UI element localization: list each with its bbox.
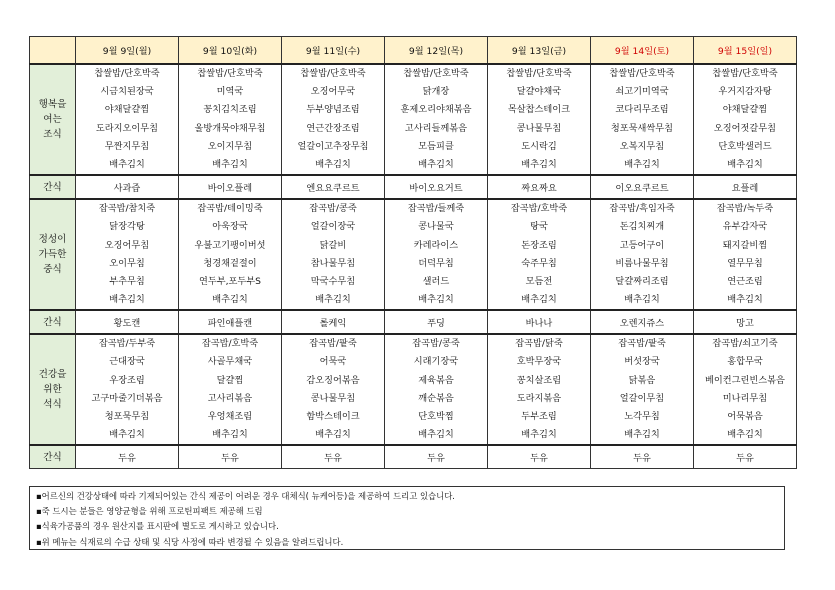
menu-item: 잡곡밥/들께죽: [407, 203, 465, 215]
snack-item: 사과즙: [76, 175, 179, 199]
snack-item: 요플레: [694, 175, 797, 199]
menu-item: 배추김치: [315, 158, 351, 170]
menu-item: 얼갈이무침: [619, 392, 665, 404]
snack-item: 두유: [694, 445, 797, 469]
dinner-row: [30, 334, 797, 445]
menu-item: 고구마줄기더볶음: [91, 392, 163, 404]
snack-item: 두유: [76, 445, 179, 469]
lunch-row: [30, 199, 797, 310]
meal-label-line: 정성이: [38, 234, 67, 246]
menu-item: 함박스테이크: [306, 411, 360, 422]
breakfast-menu-cell: [76, 64, 179, 175]
menu-item: 꽁치김치조림: [203, 104, 257, 116]
menu-item: 더덕무침: [418, 257, 454, 269]
menu-item: 잡곡밥/쇠고기죽: [712, 338, 778, 350]
menu-item: 콩나물국: [418, 221, 454, 233]
menu-item: 깨순볶음: [418, 392, 454, 404]
menu-item: 배추김치: [418, 158, 454, 170]
menu-item: 잡곡밥/흑임자죽: [609, 203, 675, 215]
lunch-menu-cell: [282, 199, 385, 310]
menu-item: 근대장국: [109, 356, 145, 368]
menu-item: 잡곡밥/팥죽: [309, 338, 357, 350]
note-line: ▪위 메뉴는 식재료의 수급 상태 및 식당 사정에 따라 변경될 수 있음을 알려드립니다.: [36, 536, 344, 547]
snack-item: 파인애플캔: [179, 310, 282, 334]
menu-item: 고사리들께볶음: [404, 122, 468, 134]
snack-item: 엔요요쿠르트: [282, 175, 385, 199]
menu-item: 시래기장국: [413, 356, 459, 368]
date-header-fri: 9월 13일(금): [488, 37, 591, 65]
menu-item: 배추김치: [212, 158, 248, 170]
date-header-thu: 9월 12일(목): [385, 37, 488, 65]
menu-item: 야채달걀찜: [104, 104, 150, 116]
menu-item: 배추김치: [521, 294, 557, 306]
menu-item: 돈장조림: [521, 239, 557, 251]
menu-item: 도라지볶음: [516, 392, 562, 404]
snack-item: 롤케익: [282, 310, 385, 334]
snack-item: 두유: [282, 445, 385, 469]
menu-item: 꽁치살조림: [516, 374, 562, 386]
menu-item: 잡곡밥/두부죽: [98, 338, 156, 350]
menu-item: 부추무침: [109, 275, 145, 287]
menu-item: 오복지무침: [619, 140, 665, 152]
menu-item: 도시락김: [521, 140, 557, 152]
menu-item: 샐러드: [422, 275, 450, 287]
menu-item: 어묵국: [319, 356, 347, 368]
dinner-menu-cell: [591, 334, 694, 445]
menu-item: 청포묵새싹무침: [610, 122, 674, 134]
menu-item: 훈제오리야채볶음: [400, 104, 472, 116]
snack-row: [30, 175, 797, 199]
menu-item: 미나리무침: [722, 392, 768, 404]
date-header-sun: 9월 15일(일): [694, 37, 797, 65]
breakfast-label: [30, 64, 76, 175]
lunch-menu-cell: [591, 199, 694, 310]
menu-item: 고사리볶음: [207, 392, 253, 404]
lunch-menu-cell: [694, 199, 797, 310]
dinner-menu-cell: [385, 334, 488, 445]
menu-item: 우엉채조림: [207, 411, 253, 422]
menu-item: 찹쌀밥/단호박죽: [300, 68, 366, 79]
snack-item: 망고: [694, 310, 797, 334]
breakfast-menu-cell: [179, 64, 282, 175]
menu-item: 닭장각탕: [109, 221, 145, 233]
menu-item: 배추김치: [212, 294, 248, 306]
breakfast-menu-cell: [385, 64, 488, 175]
snack-row: [30, 445, 797, 469]
menu-item: 어묵볶음: [727, 411, 763, 422]
menu-item: 콩나물무침: [310, 392, 356, 404]
meal-label-line: 여는: [43, 114, 62, 126]
date-header-mon: 9월 9일(월): [76, 37, 179, 65]
menu-item: 비름나물무침: [615, 257, 669, 269]
menu-item: 배추김치: [315, 294, 351, 306]
menu-item: 찹쌀밥/단호박죽: [197, 68, 263, 79]
menu-item: 울방개묵야채무침: [194, 122, 266, 134]
snack-item: 이오요쿠르트: [591, 175, 694, 199]
date-header-wed: 9월 11일(수): [282, 37, 385, 65]
menu-item: 카레라이스: [413, 239, 459, 251]
menu-item: 두부조림: [521, 411, 557, 422]
dinner-label: [30, 334, 76, 445]
menu-item: 오징어무침: [104, 239, 150, 251]
menu-item: 탕국: [530, 221, 548, 233]
snack-item: 황도캔: [76, 310, 179, 334]
lunch-menu-cell: [76, 199, 179, 310]
snack-item: 바이오플레: [179, 175, 282, 199]
menu-item: 찹쌀밥/단호박죽: [506, 68, 572, 79]
menu-item: 청경채겉절이: [203, 257, 257, 269]
menu-item: 제육볶음: [418, 374, 454, 386]
note-line: ▪죽 드시는 분들은 영양균형을 위해 프로틴피팩트 제공해 드림: [36, 506, 263, 517]
menu-item: 배추김치: [727, 294, 763, 306]
breakfast-row: [30, 64, 797, 175]
menu-item: 잡곡밥/호박죽: [510, 203, 568, 215]
menu-item: 배추김치: [109, 429, 145, 441]
menu-item: 배추김치: [418, 429, 454, 441]
menu-item: 두부양념조림: [306, 104, 360, 116]
snack-item: 바나나: [488, 310, 591, 334]
dinner-menu-cell: [694, 334, 797, 445]
dinner-menu-cell: [76, 334, 179, 445]
menu-item: 모듬전: [525, 275, 553, 287]
menu-item: 배추김치: [624, 158, 660, 170]
meal-label-line: 위한: [43, 384, 62, 396]
menu-item: 단호박찜: [418, 411, 454, 422]
menu-item: 코다리무조림: [615, 104, 669, 116]
menu-item: 잡곡밥/팥죽: [618, 338, 666, 350]
menu-item: 얼갈이장국: [310, 221, 356, 233]
snack-row: [30, 310, 797, 334]
snack-item: 두유: [179, 445, 282, 469]
menu-item: 배추김치: [521, 429, 557, 441]
lunch-label: [30, 199, 76, 310]
header-corner: [30, 37, 76, 65]
menu-item: 숙주무침: [521, 257, 557, 269]
meal-label-line: 조식: [43, 129, 62, 141]
menu-item: 찹쌀밥/단호박죽: [609, 68, 675, 79]
menu-item: 우불고기팽이버섯: [194, 239, 266, 251]
menu-item: 배추김치: [727, 429, 763, 441]
snack-label: 간식: [30, 175, 76, 199]
menu-item: 연두부,포두부S: [198, 275, 261, 287]
menu-item: 오이무침: [109, 257, 145, 269]
menu-item: 청포묵무침: [104, 411, 150, 422]
snack-item: 두유: [488, 445, 591, 469]
menu-item: 달걀짜리조림: [615, 275, 669, 287]
date-header-row: [30, 37, 797, 65]
menu-item: 잡곡밥/콩죽: [309, 203, 357, 215]
menu-item: 잡곡밥/테이밍죽: [197, 203, 263, 215]
menu-item: 닭갈비: [319, 239, 347, 251]
menu-item: 유부감자국: [722, 221, 768, 233]
snack-item: 바이오요거트: [385, 175, 488, 199]
dinner-menu-cell: [488, 334, 591, 445]
menu-item: 모듬피클: [418, 140, 454, 152]
menu-item: 닭개장: [422, 86, 450, 98]
snack-label: 간식: [30, 310, 76, 334]
menu-item: 돼지갈비찜: [722, 239, 768, 251]
snack-item: 푸딩: [385, 310, 488, 334]
menu-item: 돈김치찌개: [619, 221, 665, 233]
menu-item: 고등어구이: [619, 239, 665, 251]
menu-item: 배추김치: [418, 294, 454, 306]
menu-item: 버섯장국: [624, 356, 660, 368]
menu-item: 베이컨그린빈스볶음: [705, 374, 785, 386]
menu-item: 배추김치: [624, 429, 660, 441]
snack-item: 두유: [385, 445, 488, 469]
menu-item: 배추김치: [315, 429, 351, 441]
meal-label-line: 행복을: [38, 99, 67, 111]
menu-item: 얼갈이고추장무침: [297, 140, 369, 152]
menu-item: 단호박샐러드: [718, 140, 772, 152]
menu-item: 달걀찜: [216, 374, 244, 386]
menu-item: 목살찹스테이크: [507, 104, 571, 116]
menu-item: 막국수무침: [310, 275, 356, 287]
snack-label: 간식: [30, 445, 76, 469]
snack-item: 두유: [591, 445, 694, 469]
meal-label-line: 석식: [43, 399, 62, 411]
breakfast-menu-cell: [282, 64, 385, 175]
menu-item: 잡곡밥/참치죽: [98, 203, 156, 215]
note-line: ▪어르신의 건강상태에 따라 기제되어있는 간식 제공이 어려운 경우 대체식( 뉴케어등)을 제공하여 드리고 있습니다.: [36, 491, 455, 501]
menu-item: 사골무채국: [207, 356, 253, 368]
menu-item: 연근조림: [727, 275, 763, 287]
menu-item: 잡곡밥/닭죽: [515, 338, 563, 350]
dinner-menu-cell: [282, 334, 385, 445]
menu-item: 열무무침: [727, 257, 763, 269]
menu-item: 배추김치: [109, 158, 145, 170]
menu-item: 홍합무국: [727, 356, 763, 368]
menu-item: 아욱장국: [212, 221, 248, 233]
menu-item: 배추김치: [109, 294, 145, 306]
menu-item: 호박무장국: [516, 356, 562, 368]
menu-item: 잡곡밥/콩죽: [412, 338, 460, 350]
menu-item: 닭볶음: [628, 374, 656, 386]
menu-item: 찹쌀밥/단호박죽: [712, 68, 778, 79]
breakfast-menu-cell: [488, 64, 591, 175]
meal-label-line: 가득한: [38, 249, 67, 261]
menu-item: 우거지감자탕: [718, 86, 772, 98]
menu-item: 감오징어볶음: [306, 374, 360, 386]
menu-item: 찹쌀밥/단호박죽: [94, 68, 160, 79]
menu-item: 쇠고기미역국: [615, 86, 669, 98]
menu-item: 잡곡밥/호박죽: [201, 338, 259, 350]
menu-item: 야채달걀찜: [722, 104, 768, 116]
menu-item: 배추김치: [521, 158, 557, 170]
meal-label-line: 중식: [43, 264, 62, 276]
menu-item: 오징어무국: [310, 86, 356, 98]
menu-item: 배추김치: [727, 158, 763, 170]
lunch-menu-cell: [179, 199, 282, 310]
date-header-sat: 9월 14일(토): [591, 37, 694, 65]
menu-item: 무짠지무침: [104, 140, 150, 152]
menu-item: 콩나물무침: [516, 122, 562, 134]
breakfast-menu-cell: [591, 64, 694, 175]
dinner-menu-cell: [179, 334, 282, 445]
meal-label-line: 건강을: [38, 369, 67, 381]
menu-item: 찹쌀밥/단호박죽: [403, 68, 469, 79]
menu-item: 연근간장조림: [306, 122, 360, 134]
note-line: ▪식육가공품의 경우 원산지를 표시판에 별도로 게시하고 있습니다.: [36, 521, 279, 532]
menu-item: 참나물무침: [310, 257, 356, 269]
snack-item: 짜요짜요: [488, 175, 591, 199]
menu-item: 시금치된장국: [100, 86, 154, 98]
menu-item: 오이지무침: [207, 140, 253, 152]
menu-item: 잡곡밥/녹두죽: [716, 203, 774, 215]
menu-item: 우장조림: [109, 374, 145, 386]
notes-box: [29, 486, 785, 550]
menu-item: 노각무침: [624, 411, 660, 422]
menu-item: 오징어젓갈무침: [713, 122, 777, 134]
date-header-tue: 9월 10일(화): [179, 37, 282, 65]
lunch-menu-cell: [488, 199, 591, 310]
menu-item: 배추김치: [212, 429, 248, 441]
menu-item: 미역국: [216, 86, 244, 98]
snack-item: 오렌지쥬스: [591, 310, 694, 334]
menu-item: 달걀야채국: [516, 86, 562, 98]
breakfast-menu-cell: [694, 64, 797, 175]
menu-item: 배추김치: [624, 294, 660, 306]
weekly-menu-table: [29, 36, 797, 469]
menu-item: 도라지오이무침: [95, 122, 159, 134]
lunch-menu-cell: [385, 199, 488, 310]
